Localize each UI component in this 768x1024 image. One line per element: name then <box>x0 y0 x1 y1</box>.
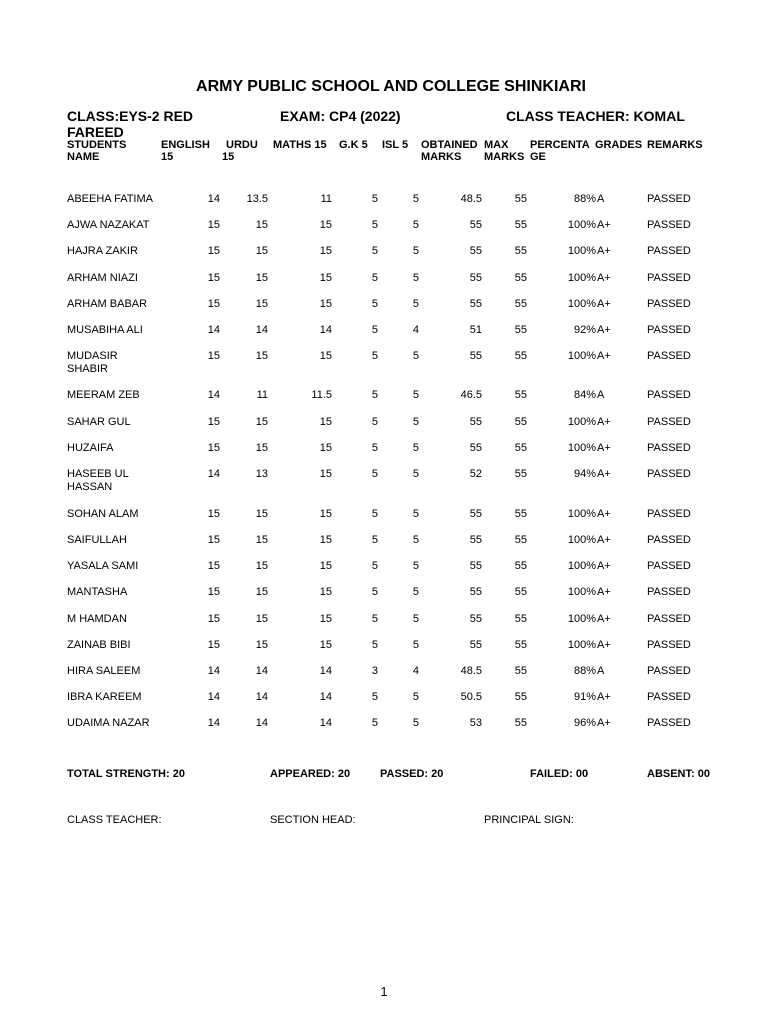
document-title: ARMY PUBLIC SCHOOL AND COLLEGE SHINKIARI <box>196 78 586 95</box>
cell-grade: A+ <box>597 613 611 625</box>
section-head-signature: SECTION HEAD: <box>270 814 356 826</box>
table-row <box>0 389 768 419</box>
cell-english: 14 <box>207 468 220 480</box>
cell-maths: 15 <box>319 560 332 572</box>
cell-remarks: PASSED <box>647 534 691 546</box>
student-name-text: M HAMDAN <box>67 613 127 625</box>
cell-grade: A+ <box>597 534 611 546</box>
header-text: NAME <box>67 151 100 163</box>
cell-student-name <box>67 468 129 494</box>
cell-gk: 3 <box>371 665 378 677</box>
cell-student-name <box>67 586 127 599</box>
cell-student-name <box>67 389 140 402</box>
cell-urdu: 13 <box>255 468 268 480</box>
cell-urdu: 13.5 <box>246 193 268 205</box>
cell-english: 15 <box>207 219 220 231</box>
cell-remarks: PASSED <box>647 324 691 336</box>
student-name-text: SHABIR <box>67 363 108 375</box>
student-name-text: ARHAM NIAZI <box>67 272 138 284</box>
cell-student-name <box>67 272 138 285</box>
cell-urdu: 15 <box>255 442 268 454</box>
cell-remarks: PASSED <box>647 298 691 310</box>
header-text: MAX <box>484 139 509 151</box>
student-name-text: MANTASHA <box>67 586 128 598</box>
cell-student-name <box>67 298 147 311</box>
cell-obtained: 46.5 <box>460 389 482 401</box>
cell-english: 15 <box>207 245 220 257</box>
cell-maths: 15 <box>319 219 332 231</box>
cell-urdu: 15 <box>255 272 268 284</box>
cell-grade: A+ <box>597 639 611 651</box>
cell-urdu: 14 <box>255 665 268 677</box>
cell-english: 15 <box>207 613 220 625</box>
header-max-marks <box>484 139 524 163</box>
exam-label: EXAM: CP4 (2022) <box>280 108 401 124</box>
cell-grade: A <box>597 389 605 401</box>
cell-grade: A+ <box>597 272 611 284</box>
cell-obtained: 48.5 <box>460 665 482 677</box>
class-teacher-label: CLASS TEACHER: KOMAL <box>506 108 685 124</box>
cell-gk: 5 <box>371 534 378 546</box>
header-text: GE <box>530 151 546 163</box>
cell-gk: 5 <box>371 691 378 703</box>
cell-percentage: 88% <box>573 665 596 677</box>
cell-obtained: 50.5 <box>460 691 482 703</box>
table-row <box>0 245 768 275</box>
cell-grade: A+ <box>597 508 611 520</box>
cell-maths: 15 <box>319 350 332 362</box>
header-text: 15 <box>161 151 174 163</box>
cell-obtained: 55 <box>469 508 482 520</box>
cell-remarks: PASSED <box>647 389 691 401</box>
cell-student-name <box>67 639 131 652</box>
cell-grade: A+ <box>597 717 611 729</box>
student-name-text: YASALA SAMI <box>67 560 139 572</box>
cell-english: 14 <box>207 665 220 677</box>
cell-isl: 5 <box>412 534 419 546</box>
cell-english: 14 <box>207 193 220 205</box>
cell-percentage: 96% <box>573 717 596 729</box>
cell-obtained: 55 <box>469 560 482 572</box>
cell-grade: A+ <box>597 468 611 480</box>
student-name-text: MEERAM ZEB <box>67 389 140 401</box>
cell-gk: 5 <box>371 298 378 310</box>
cell-english: 15 <box>207 350 220 362</box>
header-obtained-marks <box>421 139 478 163</box>
cell-student-name <box>67 691 142 704</box>
cell-obtained: 55 <box>469 416 482 428</box>
cell-gk: 5 <box>371 389 378 401</box>
cell-maths: 15 <box>319 416 332 428</box>
cell-grade: A+ <box>597 560 611 572</box>
cell-obtained: 55 <box>469 245 482 257</box>
header-gk: G.K 5 <box>339 139 368 151</box>
cell-isl: 5 <box>412 350 419 362</box>
cell-isl: 5 <box>412 442 419 454</box>
cell-isl: 5 <box>412 219 419 231</box>
cell-urdu: 15 <box>255 219 268 231</box>
header-text: URDU <box>226 139 258 151</box>
student-name-text: HUZAIFA <box>67 442 114 454</box>
cell-urdu: 15 <box>255 586 268 598</box>
cell-gk: 5 <box>371 272 378 284</box>
cell-urdu: 15 <box>255 613 268 625</box>
cell-maths: 14 <box>319 665 332 677</box>
appeared-count: APPEARED: 20 <box>270 768 351 780</box>
class-label: CLASS:EYS-2 RED <box>67 108 194 124</box>
cell-urdu: 15 <box>255 416 268 428</box>
cell-obtained: 53 <box>469 717 482 729</box>
cell-remarks: PASSED <box>647 586 691 598</box>
cell-maths: 15 <box>319 442 332 454</box>
cell-percentage: 94% <box>573 468 596 480</box>
cell-urdu: 11 <box>256 389 268 401</box>
student-name-text: SAHAR GUL <box>67 416 131 428</box>
cell-isl: 5 <box>412 691 419 703</box>
cell-urdu: 14 <box>255 691 268 703</box>
cell-remarks: PASSED <box>647 193 691 205</box>
cell-student-name <box>67 613 127 626</box>
cell-remarks: PASSED <box>647 639 691 651</box>
cell-max: 55 <box>514 534 527 546</box>
cell-student-name <box>67 508 139 521</box>
student-name-text: HIRA SALEEM <box>67 665 141 677</box>
cell-urdu: 15 <box>255 508 268 520</box>
cell-isl: 4 <box>412 665 419 677</box>
cell-max: 55 <box>514 219 527 231</box>
cell-percentage: 100% <box>567 219 596 231</box>
cell-gk: 5 <box>371 324 378 336</box>
principal-signature: PRINCIPAL SIGN: <box>484 814 574 826</box>
cell-percentage: 100% <box>567 586 596 598</box>
student-name-text: MUSABIHA ALI <box>67 324 143 336</box>
cell-max: 55 <box>514 193 527 205</box>
cell-student-name <box>67 219 150 232</box>
cell-percentage: 100% <box>567 298 596 310</box>
cell-obtained: 55 <box>469 639 482 651</box>
student-name-text: HASEEB UL <box>67 468 129 480</box>
cell-gk: 5 <box>371 416 378 428</box>
cell-isl: 5 <box>412 272 419 284</box>
student-name-text: MUDASIR <box>67 350 118 362</box>
cell-isl: 5 <box>412 468 419 480</box>
cell-gk: 5 <box>371 560 378 572</box>
header-text: 15 <box>222 151 235 163</box>
cell-percentage: 100% <box>567 534 596 546</box>
cell-student-name <box>67 416 131 429</box>
cell-max: 55 <box>514 586 527 598</box>
cell-student-name <box>67 193 153 206</box>
student-name-text: IBRA KAREEM <box>67 691 142 703</box>
header-grades: GRADES <box>595 139 643 151</box>
cell-student-name <box>67 350 118 376</box>
cell-gk: 5 <box>371 350 378 362</box>
cell-remarks: PASSED <box>647 245 691 257</box>
cell-maths: 15 <box>319 468 332 480</box>
cell-obtained: 55 <box>469 298 482 310</box>
cell-max: 55 <box>514 665 527 677</box>
header-percentage <box>530 139 590 163</box>
student-name-text: SAIFULLAH <box>67 534 127 546</box>
cell-maths: 15 <box>319 508 332 520</box>
cell-isl: 5 <box>412 508 419 520</box>
cell-urdu: 15 <box>255 245 268 257</box>
page-number: 1 <box>380 984 388 999</box>
cell-maths: 11 <box>320 193 332 205</box>
cell-student-name <box>67 717 150 730</box>
student-name-text: AJWA NAZAKAT <box>67 219 150 231</box>
cell-student-name <box>67 442 113 455</box>
header-text: STUDENTS <box>67 139 127 151</box>
cell-obtained: 55 <box>469 613 482 625</box>
cell-maths: 14 <box>319 691 332 703</box>
cell-remarks: PASSED <box>647 272 691 284</box>
cell-urdu: 15 <box>255 560 268 572</box>
cell-remarks: PASSED <box>647 691 691 703</box>
cell-grade: A+ <box>597 691 611 703</box>
cell-gk: 5 <box>371 468 378 480</box>
cell-isl: 5 <box>412 613 419 625</box>
cell-grade: A <box>597 665 605 677</box>
header-text: MARKS <box>421 151 462 163</box>
cell-gk: 5 <box>371 442 378 454</box>
cell-percentage: 100% <box>567 613 596 625</box>
cell-remarks: PASSED <box>647 416 691 428</box>
cell-percentage: 100% <box>567 350 596 362</box>
cell-obtained: 48.5 <box>460 193 482 205</box>
cell-isl: 5 <box>412 389 419 401</box>
student-name-text: ABEEHA FATIMA <box>67 193 153 205</box>
cell-grade: A+ <box>597 219 611 231</box>
cell-max: 55 <box>514 245 527 257</box>
cell-remarks: PASSED <box>647 665 691 677</box>
cell-english: 15 <box>207 586 220 598</box>
cell-student-name <box>67 324 143 337</box>
cell-maths: 14 <box>319 324 332 336</box>
cell-max: 55 <box>514 416 527 428</box>
cell-isl: 4 <box>412 324 419 336</box>
cell-maths: 15 <box>319 534 332 546</box>
cell-urdu: 15 <box>255 350 268 362</box>
cell-obtained: 55 <box>469 442 482 454</box>
cell-percentage: 88% <box>573 193 596 205</box>
cell-obtained: 55 <box>469 272 482 284</box>
cell-remarks: PASSED <box>647 219 691 231</box>
cell-max: 55 <box>514 350 527 362</box>
failed-count: FAILED: 00 <box>530 768 589 780</box>
cell-max: 55 <box>514 298 527 310</box>
cell-percentage: 100% <box>567 416 596 428</box>
cell-grade: A+ <box>597 586 611 598</box>
table-row <box>0 717 768 747</box>
cell-english: 15 <box>207 560 220 572</box>
cell-grade: A+ <box>597 416 611 428</box>
cell-gk: 5 <box>371 717 378 729</box>
cell-english: 14 <box>207 324 220 336</box>
student-name-text: ARHAM BABAR <box>67 298 148 310</box>
student-name-text: UDAIMA NAZAR <box>67 717 150 729</box>
cell-urdu: 15 <box>255 639 268 651</box>
cell-percentage: 84% <box>573 389 596 401</box>
header-text: MARKS <box>484 151 525 163</box>
cell-english: 15 <box>207 442 220 454</box>
cell-isl: 5 <box>412 193 419 205</box>
cell-remarks: PASSED <box>647 442 691 454</box>
cell-isl: 5 <box>412 298 419 310</box>
cell-percentage: 92% <box>573 324 596 336</box>
cell-remarks: PASSED <box>647 717 691 729</box>
table-row <box>0 350 768 380</box>
cell-maths: 15 <box>319 586 332 598</box>
cell-english: 15 <box>207 298 220 310</box>
cell-max: 55 <box>514 508 527 520</box>
cell-english: 14 <box>207 691 220 703</box>
header-text: OBTAINED <box>421 139 478 151</box>
cell-isl: 5 <box>412 717 419 729</box>
absent-count: ABSENT: 00 <box>647 768 710 780</box>
table-row <box>0 586 768 616</box>
cell-maths: 15 <box>319 272 332 284</box>
cell-maths: 11.5 <box>311 389 332 401</box>
header-maths: MATHS 15 <box>273 139 327 151</box>
cell-gk: 5 <box>371 613 378 625</box>
cell-isl: 5 <box>412 639 419 651</box>
cell-max: 55 <box>514 468 527 480</box>
class-teacher-label-continued: FAREED <box>67 124 124 140</box>
cell-percentage: 100% <box>567 560 596 572</box>
cell-english: 14 <box>207 717 220 729</box>
cell-percentage: 100% <box>567 245 596 257</box>
cell-percentage: 100% <box>567 272 596 284</box>
cell-isl: 5 <box>412 586 419 598</box>
cell-english: 15 <box>207 639 220 651</box>
cell-urdu: 14 <box>255 717 268 729</box>
cell-maths: 15 <box>319 298 332 310</box>
cell-gk: 5 <box>371 508 378 520</box>
cell-grade: A+ <box>597 350 611 362</box>
cell-max: 55 <box>514 691 527 703</box>
cell-max: 55 <box>514 324 527 336</box>
cell-grade: A+ <box>597 245 611 257</box>
cell-percentage: 91% <box>573 691 596 703</box>
total-strength: TOTAL STRENGTH: 20 <box>67 768 185 780</box>
cell-obtained: 55 <box>469 219 482 231</box>
cell-max: 55 <box>514 613 527 625</box>
cell-english: 15 <box>207 534 220 546</box>
cell-english: 15 <box>207 508 220 520</box>
cell-english: 15 <box>207 416 220 428</box>
cell-remarks: PASSED <box>647 350 691 362</box>
cell-student-name <box>67 245 138 258</box>
header-urdu <box>222 139 258 163</box>
cell-gk: 5 <box>371 586 378 598</box>
cell-grade: A+ <box>597 298 611 310</box>
cell-max: 55 <box>514 389 527 401</box>
student-name-text: SOHAN ALAM <box>67 508 139 520</box>
cell-isl: 5 <box>412 416 419 428</box>
cell-percentage: 100% <box>567 508 596 520</box>
cell-max: 55 <box>514 560 527 572</box>
cell-obtained: 52 <box>469 468 482 480</box>
passed-count: PASSED: 20 <box>380 768 444 780</box>
header-text: ENGLISH <box>161 139 210 151</box>
student-name-text: HAJRA ZAKIR <box>67 245 138 257</box>
cell-gk: 5 <box>371 219 378 231</box>
cell-max: 55 <box>514 717 527 729</box>
student-name-text: HASSAN <box>67 481 113 493</box>
cell-remarks: PASSED <box>647 468 691 480</box>
cell-gk: 5 <box>371 245 378 257</box>
cell-isl: 5 <box>412 245 419 257</box>
cell-maths: 15 <box>319 639 332 651</box>
cell-maths: 15 <box>319 613 332 625</box>
header-english <box>161 139 210 163</box>
cell-remarks: PASSED <box>647 560 691 572</box>
cell-obtained: 55 <box>469 534 482 546</box>
cell-obtained: 55 <box>469 350 482 362</box>
cell-grade: A+ <box>597 324 611 336</box>
cell-urdu: 14 <box>255 324 268 336</box>
cell-maths: 15 <box>319 245 332 257</box>
cell-grade: A+ <box>597 442 611 454</box>
cell-percentage: 100% <box>567 639 596 651</box>
cell-student-name <box>67 560 138 573</box>
cell-remarks: PASSED <box>647 508 691 520</box>
cell-percentage: 100% <box>567 442 596 454</box>
cell-student-name <box>67 534 127 547</box>
header-students-name <box>67 139 126 163</box>
cell-obtained: 51 <box>469 324 482 336</box>
header-isl: ISL 5 <box>382 139 409 151</box>
cell-urdu: 15 <box>255 534 268 546</box>
header-remarks: REMARKS <box>647 139 703 151</box>
header-text: PERCENTA <box>530 139 590 151</box>
cell-student-name <box>67 665 140 678</box>
class-teacher-signature: CLASS TEACHER: <box>67 814 162 826</box>
cell-urdu: 15 <box>255 298 268 310</box>
cell-gk: 5 <box>371 193 378 205</box>
student-name-text: ZAINAB BIBI <box>67 639 131 651</box>
cell-max: 55 <box>514 639 527 651</box>
cell-isl: 5 <box>412 560 419 572</box>
cell-grade: A <box>597 193 605 205</box>
cell-maths: 14 <box>319 717 332 729</box>
table-row <box>0 468 768 498</box>
cell-english: 15 <box>207 272 220 284</box>
cell-english: 14 <box>207 389 220 401</box>
cell-remarks: PASSED <box>647 613 691 625</box>
cell-max: 55 <box>514 272 527 284</box>
cell-gk: 5 <box>371 639 378 651</box>
cell-obtained: 55 <box>469 586 482 598</box>
cell-max: 55 <box>514 442 527 454</box>
